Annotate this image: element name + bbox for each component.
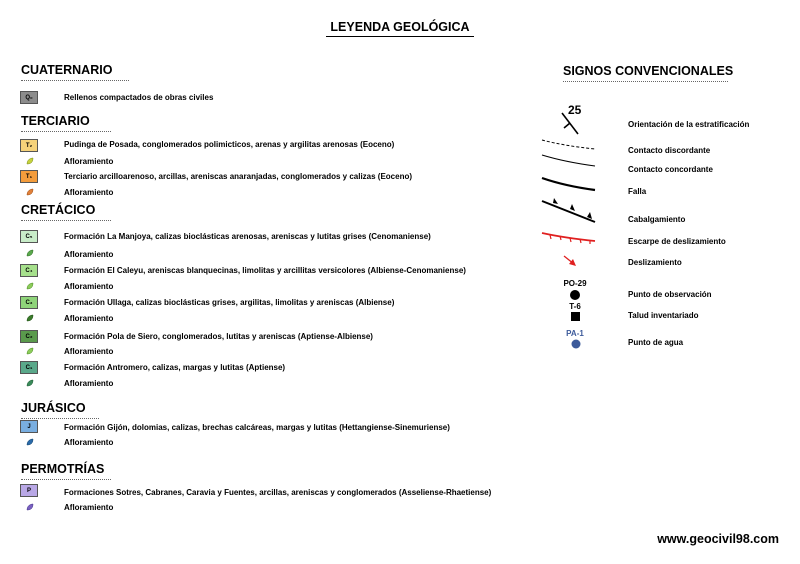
legend-text-c2: Formación Pola de Siero, conglomerados, lutitas y areniscas (Aptiense-Albiense)	[64, 332, 373, 341]
outcrop-leaf-icon	[26, 249, 34, 257]
legend-symbol-p: P	[20, 484, 38, 497]
sign-label-water: Punto de agua	[628, 338, 684, 347]
thick-line-icon	[542, 178, 595, 190]
section-heading-cretacico: CRETÁCICO	[21, 203, 95, 217]
legend-symbol-c2: C₂	[20, 330, 38, 343]
legend-symbol-c4: C₄	[20, 264, 38, 277]
legend-symbol-j: J	[20, 420, 38, 433]
sign-label-concordant: Contacto concordante	[628, 165, 713, 174]
sign-label-discordant: Contacto discordante	[628, 146, 711, 155]
signs-symbols	[520, 98, 620, 358]
sign-label-scarp: Escarpe de deslizamiento	[628, 237, 726, 246]
red-arrow-icon	[564, 256, 576, 266]
legend-symbol-c5: C₅	[20, 230, 38, 243]
sign-code-water: PA-1	[566, 329, 584, 338]
outcrop-leaf-icon	[26, 379, 34, 387]
section-heading-jurasico: JURÁSICO	[21, 401, 86, 415]
dip-value: 25	[568, 103, 582, 117]
legend-symbol-t1: T₁	[20, 170, 38, 183]
section-heading-terciario: TERCIARIO	[21, 114, 90, 128]
legend-title: LEYENDA GEOLÓGICA	[0, 20, 800, 34]
legend-text-q0: Rellenos compactados de obras civiles	[64, 93, 214, 102]
blue-dot-icon	[572, 340, 581, 349]
sign-label-observation: Punto de observación	[628, 290, 712, 299]
outcrop-label: Afloramiento	[64, 188, 114, 197]
legend-symbol-t2: T₂	[20, 139, 38, 152]
outcrop-label: Afloramiento	[64, 157, 114, 166]
outcrop-leaf-icon	[26, 188, 34, 196]
thrust-icon	[542, 198, 595, 222]
sign-label-stratification: Orientación de la estratificación	[628, 120, 750, 129]
outcrop-label: Afloramiento	[64, 314, 114, 323]
sign-label-slide: Deslizamiento	[628, 258, 682, 267]
scarp-icon	[542, 233, 595, 244]
outcrop-label: Afloramiento	[64, 379, 114, 388]
outcrop-leaf-icon	[26, 438, 34, 446]
legend-text-c4: Formación El Caleyu, areniscas blanquecinas, limolitas y arcillitas versicolores (Albiense-Cenomaniense)	[64, 266, 466, 275]
outcrop-label: Afloramiento	[64, 282, 114, 291]
outcrop-label: Afloramiento	[64, 438, 114, 447]
outcrop-leaf-icon	[26, 157, 34, 165]
legend-symbol-c3: C₃	[20, 296, 38, 309]
sign-code-slope: T-6	[569, 302, 581, 311]
legend-text-t1: Terciario arcilloarenoso, arcillas, areniscas anaranjadas, conglomerados y calizas (Eoceno)	[64, 172, 413, 181]
signs-heading: SIGNOS CONVENCIONALES	[563, 64, 733, 78]
section-heading-permotrias: PERMOTRÍAS	[21, 462, 104, 476]
legend-symbol-q0: Q₀	[20, 91, 38, 104]
black-dot-icon	[570, 290, 580, 300]
sign-label-fault: Falla	[628, 187, 647, 196]
footer-website: www.geocivil98.com	[657, 532, 779, 546]
legend-text-c3: Formación Ullaga, calizas bioclásticas grises, argilitas, limolitas y areniscas (Albiense)	[64, 298, 395, 307]
dashed-line-icon	[542, 140, 595, 149]
legend-symbol-c1: C₁	[20, 361, 38, 374]
legend-text-t2: Pudinga de Posada, conglomerados polimicticos, arenas y argilitas arenosas (Eoceno)	[64, 140, 395, 149]
legend-text-c1: Formación Antromero, calizas, margas y lutitas (Aptiense)	[64, 363, 286, 372]
outcrop-leaf-icon	[26, 282, 34, 290]
thin-line-icon	[542, 155, 595, 166]
section-heading-cuaternario: CUATERNARIO	[21, 63, 112, 77]
legend-text-p: Formaciones Sotres, Cabranes, Caravia y Fuentes, arcillas, areniscas y conglomerados (Asseliense-Rhaetiense)	[64, 488, 492, 497]
outcrop-leaf-icon	[26, 503, 34, 511]
black-square-icon	[571, 312, 580, 321]
outcrop-label: Afloramiento	[64, 250, 114, 259]
legend-text-c5: Formación La Manjoya, calizas bioclásticas arenosas, areniscas y lutitas grises (Cenomaniense)	[64, 232, 431, 241]
outcrop-leaf-icon	[26, 314, 34, 322]
sign-code-observation: PO-29	[563, 279, 587, 288]
outcrop-leaf-icon	[26, 347, 34, 355]
outcrop-label: Afloramiento	[64, 347, 114, 356]
legend-text-j: Formación Gijón, dolomias, calizas, brechas calcáreas, margas y lutitas (Hettangiense-Sinemuriense)	[64, 423, 450, 432]
outcrop-label: Afloramiento	[64, 503, 114, 512]
sign-label-slope: Talud inventariado	[628, 311, 699, 320]
sign-label-thrust: Cabalgamiento	[628, 215, 686, 224]
